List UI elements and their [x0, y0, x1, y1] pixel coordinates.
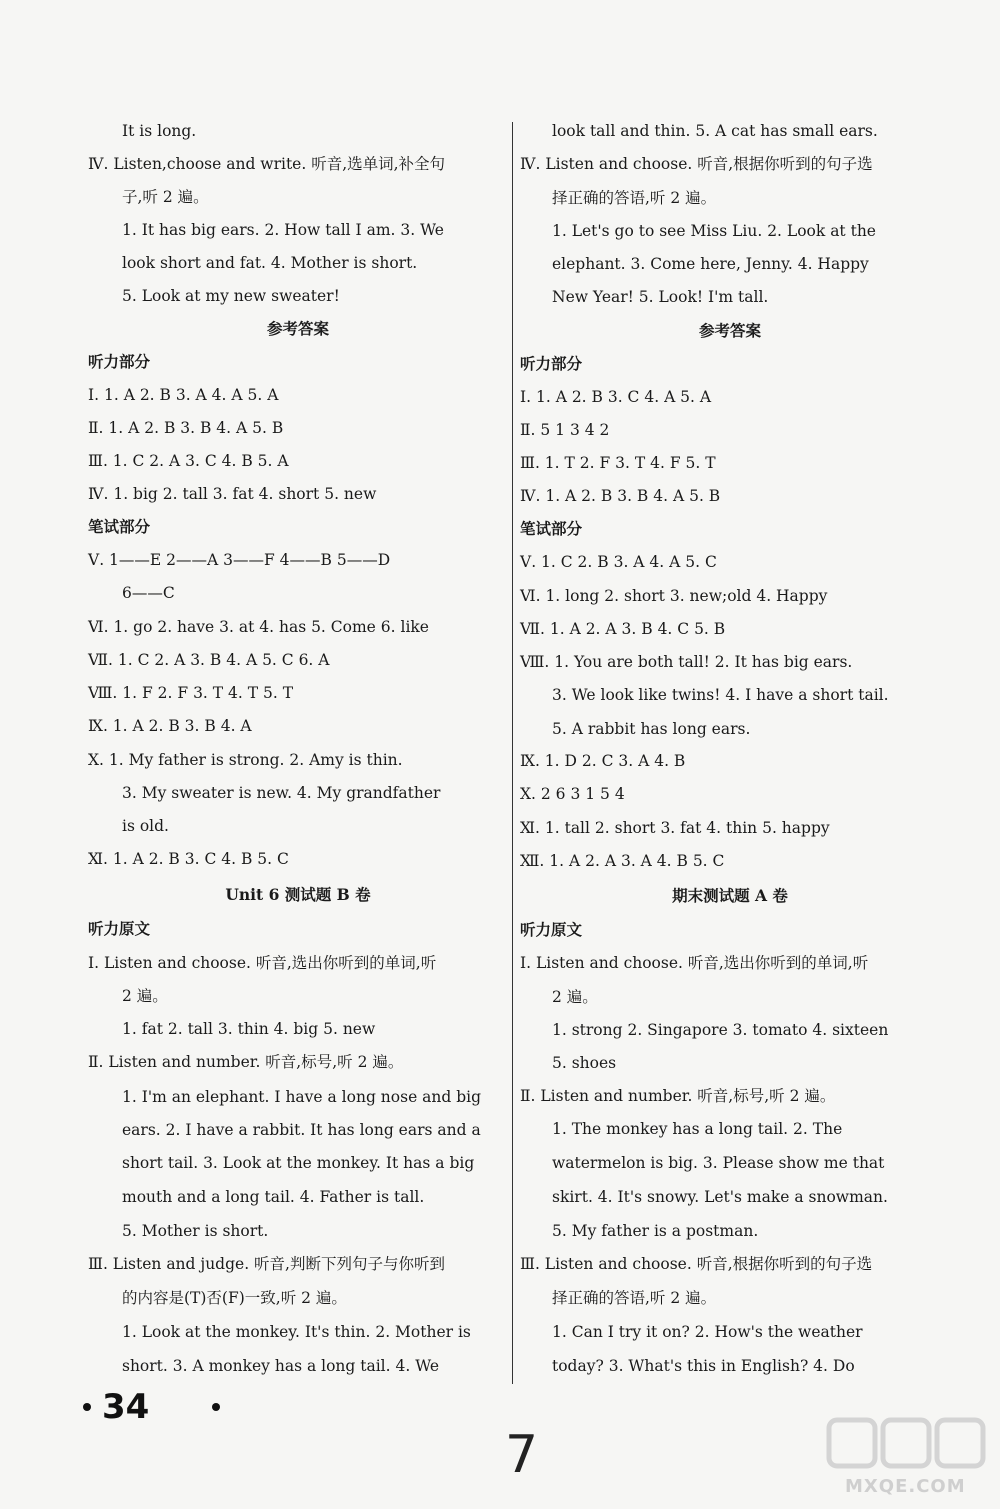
- text-line: It is long.: [122, 122, 197, 140]
- text-line: Ⅴ. 1——E 2——A 3——F 4——B 5——D: [88, 551, 391, 569]
- column-divider: [512, 122, 513, 1384]
- text-line: Ⅶ. 1. A 2. A 3. B 4. C 5. B: [520, 620, 726, 638]
- text-line: look tall and thin. 5. A cat has small ears.: [552, 122, 878, 140]
- text-line: 择正确的答语,听 2 遍。: [552, 1289, 717, 1307]
- text-line: 期末测试题 A 卷: [672, 886, 788, 905]
- text-line: watermelon is big. 3. Please show me that: [552, 1154, 885, 1172]
- text-line: 1. Let's go to see Miss Liu. 2. Look at the: [552, 222, 876, 240]
- handwritten-mark: 7: [505, 1425, 539, 1485]
- text-line: 3. We look like twins! 4. I have a short tail.: [552, 686, 889, 704]
- text-line: 听力原文: [88, 919, 151, 938]
- text-line: 参考答案: [266, 319, 329, 338]
- text-line: Ⅲ. 1. C 2. A 3. C 4. B 5. A: [88, 452, 289, 470]
- text-line: Ⅱ. Listen and number. 听音,标号,听 2 遍。: [88, 1053, 404, 1071]
- text-line: 参考答案: [698, 321, 761, 340]
- text-line: 1. Can I try it on? 2. How's the weather: [552, 1323, 863, 1341]
- text-line: 5. Mother is short.: [122, 1222, 269, 1240]
- text-line: today? 3. What's this in English? 4. Do: [552, 1357, 855, 1375]
- text-line: 笔试部分: [520, 519, 583, 538]
- text-line: 6——C: [122, 584, 175, 602]
- text-line: Ⅱ. 5 1 3 4 2: [520, 421, 610, 439]
- text-line: Ⅴ. 1. C 2. B 3. A 4. A 5. C: [520, 553, 717, 571]
- text-line: 1. strong 2. Singapore 3. tomato 4. sixteen: [552, 1021, 889, 1039]
- text-line: 3. My sweater is new. 4. My grandfather: [122, 784, 441, 802]
- text-line: Ⅹ. 2 6 3 1 5 4: [520, 785, 625, 803]
- text-line: mouth and a long tail. 4. Father is tall.: [122, 1188, 425, 1206]
- text-line: Ⅷ. 1. F 2. F 3. T 4. T 5. T: [88, 684, 294, 702]
- text-line: short. 3. A monkey has a long tail. 4. We: [122, 1357, 440, 1375]
- page-number-dot-right: [212, 1403, 220, 1411]
- text-line: Ⅲ. 1. T 2. F 3. T 4. F 5. T: [520, 454, 716, 472]
- text-line: 听力部分: [520, 354, 583, 373]
- text-line: 5. My father is a postman.: [552, 1222, 759, 1240]
- text-line: 子,听 2 遍。: [122, 188, 209, 206]
- text-line: Ⅱ. 1. A 2. B 3. B 4. A 5. B: [88, 419, 284, 437]
- text-line: Ⅳ. Listen,choose and write. 听音,选单词,补全句: [88, 155, 446, 173]
- text-line: 的内容是(T)否(F)一致,听 2 遍。: [122, 1289, 347, 1307]
- text-line: Ⅱ. Listen and number. 听音,标号,听 2 遍。: [520, 1087, 836, 1105]
- text-line: Ⅳ. Listen and choose. 听音,根据你听到的句子选: [520, 155, 873, 173]
- text-line: Ⅳ. 1. A 2. B 3. B 4. A 5. B: [520, 487, 721, 505]
- text-line: 2 遍。: [122, 987, 168, 1005]
- text-line: Ⅻ. 1. A 2. A 3. A 4. B 5. C: [520, 852, 725, 870]
- text-line: Ⅰ. 1. A 2. B 3. A 4. A 5. A: [88, 386, 279, 404]
- page-number: 34: [102, 1387, 150, 1427]
- text-line: Ⅶ. 1. C 2. A 3. B 4. A 5. C 6. A: [88, 651, 330, 669]
- text-line: 5. Look at my new sweater!: [122, 287, 340, 305]
- text-line: 笔试部分: [88, 517, 151, 536]
- text-line: 1. fat 2. tall 3. thin 4. big 5. new: [122, 1020, 376, 1038]
- text-line: Ⅰ. Listen and choose. 听音,选出你听到的单词,听: [520, 954, 869, 972]
- text-line: Ⅵ. 1. go 2. have 3. at 4. has 5. Come 6. like: [88, 618, 429, 636]
- text-line: Ⅲ. Listen and choose. 听音,根据你听到的句子选: [520, 1255, 873, 1273]
- text-line: Ⅳ. 1. big 2. tall 3. fat 4. short 5. new: [88, 485, 377, 503]
- text-line: 听力部分: [88, 352, 151, 371]
- text-line: 择正确的答语,听 2 遍。: [552, 189, 717, 207]
- text-line: New Year! 5. Look! I'm tall.: [552, 288, 769, 306]
- text-line: Unit 6 测试题 B 卷: [225, 885, 371, 904]
- text-line: 1. The monkey has a long tail. 2. The: [552, 1120, 843, 1138]
- text-line: 1. Look at the monkey. It's thin. 2. Mother is: [122, 1323, 471, 1341]
- page-number-dot-left: [83, 1403, 91, 1411]
- watermark-text: MXQE.COM: [845, 1476, 966, 1497]
- text-line: 2 遍。: [552, 988, 598, 1006]
- text-line: is old.: [122, 817, 169, 835]
- text-line: Ⅵ. 1. long 2. short 3. new;old 4. Happy: [520, 587, 828, 605]
- text-line: elephant. 3. Come here, Jenny. 4. Happy: [552, 255, 869, 273]
- text-line: Ⅸ. 1. A 2. B 3. B 4. A: [88, 717, 252, 735]
- text-line: Ⅷ. 1. You are both tall! 2. It has big ears.: [520, 653, 853, 671]
- text-line: Ⅸ. 1. D 2. C 3. A 4. B: [520, 752, 686, 770]
- text-line: Ⅰ. Listen and choose. 听音,选出你听到的单词,听: [88, 954, 437, 972]
- text-line: skirt. 4. It's snowy. Let's make a snowman.: [552, 1188, 888, 1206]
- text-line: Ⅰ. 1. A 2. B 3. C 4. A 5. A: [520, 388, 712, 406]
- text-line: 1. I'm an elephant. I have a long nose and big: [122, 1088, 482, 1106]
- text-line: ears. 2. I have a rabbit. It has long ears and a: [122, 1121, 481, 1139]
- text-line: Ⅺ. 1. tall 2. short 3. fat 4. thin 5. happy: [520, 819, 830, 837]
- text-line: 5. shoes: [552, 1054, 617, 1072]
- text-line: 5. A rabbit has long ears.: [552, 720, 751, 738]
- text-line: look short and fat. 4. Mother is short.: [122, 254, 418, 272]
- text-line: Ⅲ. Listen and judge. 听音,判断下列句子与你听到: [88, 1255, 445, 1273]
- text-line: 听力原文: [520, 920, 583, 939]
- text-line: short tail. 3. Look at the monkey. It has a big: [122, 1154, 475, 1172]
- text-line: Ⅹ. 1. My father is strong. 2. Amy is thin.: [88, 751, 403, 769]
- text-line: 1. It has big ears. 2. How tall I am. 3. We: [122, 221, 444, 239]
- text-line: Ⅺ. 1. A 2. B 3. C 4. B 5. C: [88, 850, 289, 868]
